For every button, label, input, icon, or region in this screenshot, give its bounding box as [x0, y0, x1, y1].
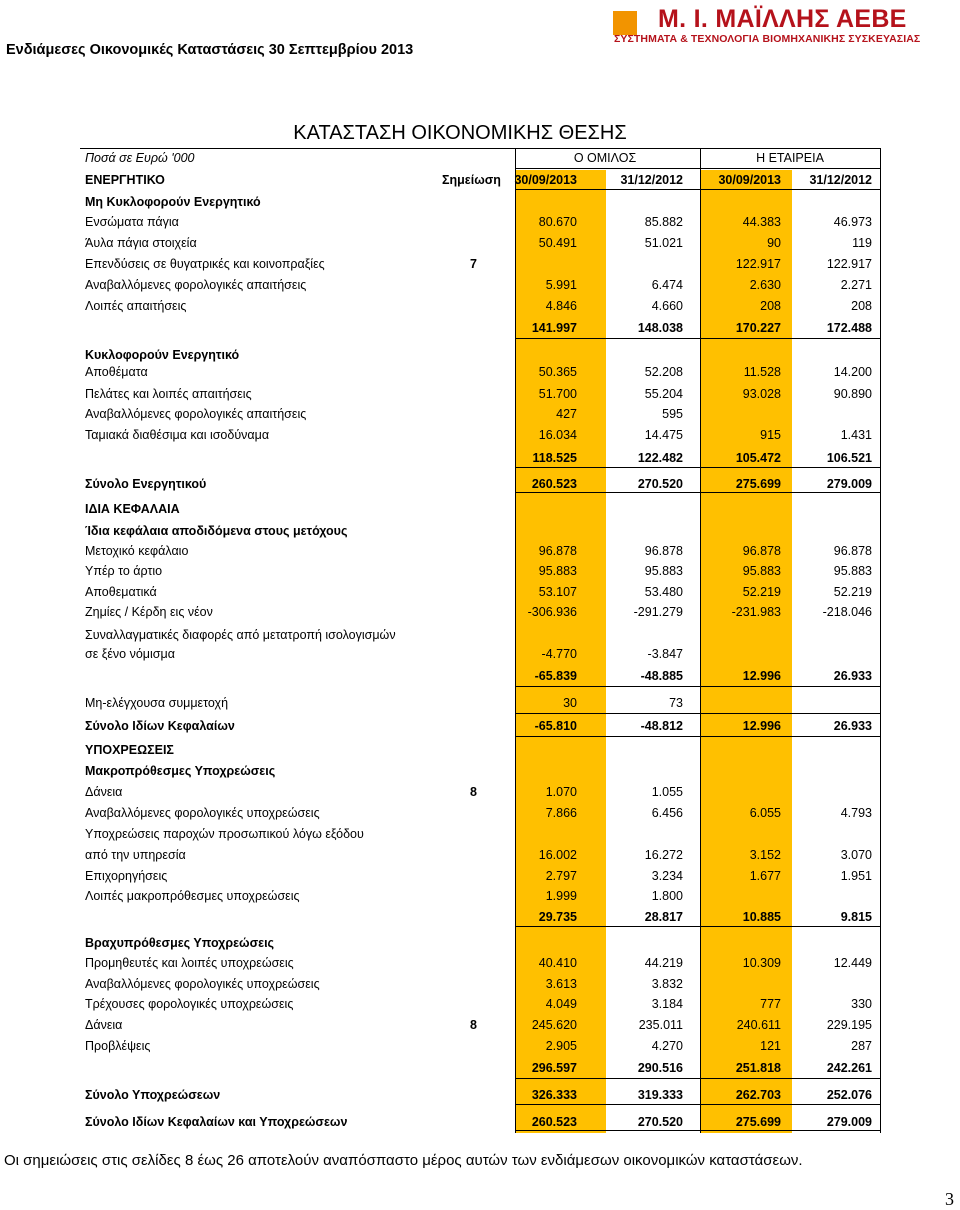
table-row [0, 448, 960, 468]
value-cell: 52.219 [833, 585, 872, 599]
row-label: Μη-ελέγχουσα συμμετοχή [85, 696, 229, 710]
value-cell: 28.817 [644, 910, 683, 924]
row-label: Προβλέψεις [85, 1039, 151, 1053]
value-cell: 96.878 [644, 544, 683, 558]
value-cell: 105.472 [735, 451, 781, 465]
row-separator [515, 1130, 881, 1131]
value-cell: 12.996 [742, 719, 781, 733]
note-reference: Σημείωση [442, 173, 501, 187]
table-row [0, 994, 960, 1014]
table-row [0, 1085, 960, 1105]
value-cell: 2.797 [545, 869, 577, 883]
value-cell: 95.883 [644, 564, 683, 578]
row-label: Ενσώματα πάγια [85, 215, 179, 229]
document-title: Ενδιάμεσες Οικονομικές Καταστάσεις 30 Σεπτεμβρίου 2013 [6, 42, 414, 58]
value-cell: 30 [563, 696, 577, 710]
value-cell: 4.846 [545, 299, 577, 313]
currency-note: Ποσά σε Ευρώ '000 [85, 151, 195, 165]
table-row [0, 602, 960, 622]
value-cell: -48.812 [640, 719, 683, 733]
value-cell: 260.523 [531, 1115, 577, 1129]
page-number: 3 [945, 1189, 954, 1209]
value-cell: 95.883 [538, 564, 577, 578]
row-label: Δάνεια [85, 785, 123, 799]
value-cell: -218.046 [822, 605, 872, 619]
value-cell: 275.699 [735, 1115, 781, 1129]
group-header: Ο ΟΜΙΛΟΣ [573, 151, 637, 165]
table-row [0, 275, 960, 295]
value-cell: 260.523 [531, 477, 577, 491]
table-row [0, 212, 960, 232]
value-cell: 427 [556, 407, 577, 421]
table-row [0, 425, 960, 445]
value-cell: 44.383 [742, 215, 781, 229]
value-cell: 10.309 [742, 956, 781, 970]
table-header-border [515, 168, 881, 169]
row-label: Κυκλοφορούν Ενεργητικό [85, 348, 240, 362]
table-row [0, 953, 960, 973]
value-cell: 2.905 [545, 1039, 577, 1053]
company-header: Η ΕΤΑΙΡΕΙΑ [756, 151, 824, 165]
row-label: Βραχυπρόθεσμες Υποχρεώσεις [85, 936, 275, 950]
value-cell: 96.878 [833, 544, 872, 558]
table-row [0, 499, 960, 519]
value-cell: 29.735 [538, 910, 577, 924]
value-cell: 1.800 [651, 889, 683, 903]
value-cell: 14.200 [833, 365, 872, 379]
value-cell: 118.525 [532, 451, 577, 465]
value-cell: -65.839 [534, 669, 577, 683]
row-label: Μετοχικό κεφάλαιο [85, 544, 189, 558]
table-row [0, 541, 960, 561]
row-label: Μη Κυκλοφορούν Ενεργητικό [85, 195, 261, 209]
value-cell: 296.597 [531, 1061, 577, 1075]
value-cell: 51.021 [644, 236, 683, 250]
table-row [0, 886, 960, 906]
value-cell: 1.999 [545, 889, 577, 903]
table-row [0, 824, 960, 844]
value-cell: -4.770 [541, 647, 577, 661]
row-separator [515, 189, 881, 190]
row-label: Μακροπρόθεσμες Υποχρεώσεις [85, 764, 276, 778]
row-separator [515, 1104, 881, 1105]
row-label: ΕΝΕΡΓΗΤΙΚΟ [85, 173, 165, 187]
value-cell: 3.070 [840, 848, 872, 862]
row-label: Επενδύσεις σε θυγατρικές και κοινοπραξίες [85, 257, 325, 271]
value-cell: 11.528 [743, 365, 781, 379]
value-cell: 73 [669, 696, 683, 710]
value-cell: 12.449 [833, 956, 872, 970]
row-separator [515, 736, 881, 737]
table-row [0, 1015, 960, 1035]
value-cell: 4.049 [545, 997, 577, 1011]
value-cell: 30/09/2013 [718, 173, 781, 187]
row-label: Δάνεια [85, 1018, 123, 1032]
value-cell: 172.488 [826, 321, 872, 335]
value-cell: 6.055 [749, 806, 781, 820]
value-cell: 16.272 [644, 848, 683, 862]
value-cell: 52.208 [644, 365, 683, 379]
table-row [0, 693, 960, 713]
value-cell: 3.832 [651, 977, 683, 991]
value-cell: 10.885 [742, 910, 781, 924]
value-cell: 4.793 [840, 806, 872, 820]
row-label: Προμηθευτές και λοιπές υποχρεώσεις [85, 956, 294, 970]
value-cell: 26.933 [833, 669, 872, 683]
value-cell: 31/12/2012 [620, 173, 683, 187]
value-cell: 252.076 [826, 1088, 872, 1102]
value-cell: 53.107 [538, 585, 577, 599]
row-label: Πελάτες και λοιπές απαιτήσεις [85, 387, 252, 401]
table-row [0, 933, 960, 953]
table-row [0, 866, 960, 886]
table-row [0, 561, 960, 581]
value-cell: 26.933 [833, 719, 872, 733]
value-cell: 3.152 [749, 848, 781, 862]
table-row [0, 404, 960, 424]
row-label: Ταμιακά διαθέσιμα και ισοδύναμα [85, 428, 270, 442]
value-cell: 122.917 [735, 257, 781, 271]
value-cell: 12.996 [742, 669, 781, 683]
row-label: Αναβαλλόμενες φορολογικές απαιτήσεις [85, 278, 307, 292]
value-cell: 122.482 [637, 451, 683, 465]
value-cell: 279.009 [826, 477, 872, 491]
value-cell: 595 [662, 407, 683, 421]
company-logo-tagline: ΣΥΣΤΗΜΑΤΑ & ΤΕΧΝΟΛΟΓΙΑ ΒΙΟΜΗΧΑΝΙΚΗΣ ΣΥΣΚΕΥΑΣΙΑΣ [614, 33, 921, 45]
value-cell: 1.055 [651, 785, 683, 799]
note-reference: 7 [470, 257, 477, 271]
value-cell: 915 [760, 428, 781, 442]
value-cell: 270.520 [637, 477, 683, 491]
value-cell: 235.011 [638, 1018, 683, 1032]
value-cell: 16.034 [538, 428, 577, 442]
note-reference: 8 [470, 785, 477, 799]
value-cell: 9.815 [840, 910, 872, 924]
value-cell: 326.333 [531, 1088, 577, 1102]
row-label: Λοιπές απαιτήσεις [85, 299, 187, 313]
value-cell: 55.204 [644, 387, 683, 401]
value-cell: 330 [851, 997, 872, 1011]
table-row [0, 192, 960, 212]
table-row [0, 384, 960, 404]
value-cell: 275.699 [735, 477, 781, 491]
value-cell: 1.070 [545, 785, 577, 799]
value-cell: 7.866 [545, 806, 577, 820]
value-cell: 80.670 [538, 215, 577, 229]
value-cell: 31/12/2012 [809, 173, 872, 187]
row-label: Σύνολο Ενεργητικού [85, 477, 207, 491]
table-row [0, 521, 960, 541]
row-separator [515, 1078, 881, 1079]
row-label: Επιχορηγήσεις [85, 869, 168, 883]
row-label: Ζημίες / Κέρδη εις νέον [85, 605, 213, 619]
value-cell: 50.491 [538, 236, 577, 250]
value-cell: 2.271 [840, 278, 872, 292]
table-row [0, 318, 960, 338]
value-cell: 50.365 [538, 365, 577, 379]
value-cell: 122.917 [826, 257, 872, 271]
value-cell: 262.703 [735, 1088, 781, 1102]
table-row [0, 474, 960, 494]
table-row [0, 761, 960, 781]
value-cell: 40.410 [538, 956, 577, 970]
table-row [0, 582, 960, 602]
value-cell: 141.997 [531, 321, 577, 335]
value-cell: -65.810 [534, 719, 577, 733]
value-cell: 96.878 [742, 544, 781, 558]
table-row [0, 740, 960, 760]
row-label: Αναβαλλόμενες φορολογικές απαιτήσεις [85, 407, 307, 421]
value-cell: 95.883 [833, 564, 872, 578]
row-label: ΙΔΙΑ ΚΕΦΑΛΑΙΑ [85, 502, 180, 516]
row-separator [515, 713, 881, 714]
value-cell: 279.009 [826, 1115, 872, 1129]
row-label: Υπέρ το άρτιο [85, 564, 163, 578]
row-label: από την υπηρεσία [85, 848, 186, 862]
value-cell: 170.227 [735, 321, 781, 335]
value-cell: 208 [760, 299, 781, 313]
value-cell: 106.521 [826, 451, 872, 465]
table-row [0, 782, 960, 802]
value-cell: 270.520 [637, 1115, 683, 1129]
value-cell: -306.936 [527, 605, 577, 619]
row-label: ΥΠΟΧΡΕΩΣΕΙΣ [85, 743, 174, 757]
value-cell: 1.431 [840, 428, 872, 442]
value-cell: 44.219 [644, 956, 683, 970]
value-cell: 53.480 [644, 585, 683, 599]
value-cell: 30/09/2013 [514, 173, 577, 187]
row-separator [515, 338, 881, 339]
value-cell: 240.611 [736, 1018, 781, 1032]
table-row [0, 907, 960, 927]
value-cell: 6.456 [651, 806, 683, 820]
row-label: Συναλλαγματικές διαφορές από μετατροπή ισολογισμών [85, 628, 396, 642]
value-cell: 245.620 [531, 1018, 577, 1032]
row-separator [515, 686, 881, 687]
table-row [0, 1058, 960, 1078]
value-cell: 242.261 [826, 1061, 872, 1075]
value-cell: 251.818 [735, 1061, 781, 1075]
row-label: σε ξένο νόμισμα [85, 647, 175, 661]
value-cell: 4.660 [651, 299, 683, 313]
value-cell: 52.219 [742, 585, 781, 599]
value-cell: 119 [852, 236, 872, 250]
row-separator [515, 492, 881, 493]
table-row [0, 716, 960, 736]
statement-title: ΚΑΤΑΣΤΑΣΗ ΟΙΚΟΝΟΜΙΚΗΣ ΘΕΣΗΣ [293, 122, 627, 144]
value-cell: 90.890 [833, 387, 872, 401]
logo-square-icon [613, 11, 637, 35]
value-cell: 148.038 [637, 321, 683, 335]
row-label: Σύνολο Ιδίων Κεφαλαίων και Υποχρεώσεων [85, 1115, 348, 1129]
value-cell: 208 [851, 299, 872, 313]
table-row [0, 644, 960, 664]
table-row [0, 296, 960, 316]
value-cell: 46.973 [833, 215, 872, 229]
value-cell: 3.184 [651, 997, 683, 1011]
value-cell: -3.847 [647, 647, 683, 661]
value-cell: 51.700 [538, 387, 577, 401]
value-cell: 3.613 [545, 977, 577, 991]
row-label: Αποθεματικά [85, 585, 157, 599]
value-cell: 319.333 [637, 1088, 683, 1102]
value-cell: 2.630 [749, 278, 781, 292]
row-label: Αποθέματα [85, 365, 148, 379]
value-cell: 229.195 [826, 1018, 872, 1032]
table-row [0, 1112, 960, 1132]
currency-row [0, 148, 960, 168]
value-cell: 90 [767, 236, 781, 250]
note-reference: 8 [470, 1018, 477, 1032]
value-cell: 95.883 [742, 564, 781, 578]
row-label: Αναβαλλόμενες φορολογικές υποχρεώσεις [85, 977, 320, 991]
row-separator [515, 467, 881, 468]
value-cell: -48.885 [640, 669, 683, 683]
value-cell: 96.878 [538, 544, 577, 558]
value-cell: 93.028 [742, 387, 781, 401]
value-cell: -291.279 [633, 605, 683, 619]
row-label: Άυλα πάγια στοιχεία [85, 236, 197, 250]
table-row [0, 362, 960, 382]
value-cell: 4.270 [651, 1039, 683, 1053]
table-row [0, 845, 960, 865]
row-label: Αναβαλλόμενες φορολογικές υποχρεώσεις [85, 806, 320, 820]
value-cell: 290.516 [637, 1061, 683, 1075]
row-label: Υποχρεώσεις παροχών προσωπικού λόγω εξόδου [85, 827, 364, 841]
table-row [0, 1036, 960, 1056]
table-row [0, 625, 960, 645]
value-cell: 1.677 [749, 869, 781, 883]
value-cell: 777 [760, 997, 781, 1011]
row-label: Ίδια κεφάλαια αποδιδόμενα στους μετόχους [85, 524, 348, 538]
table-row [0, 254, 960, 274]
value-cell: 121 [760, 1039, 781, 1053]
footer-note: Οι σημειώσεις στις σελίδες 8 έως 26 αποτελούν αναπόσπαστο μέρος αυτών των ενδιάμεσων οικονομικών καταστάσεων. [4, 1152, 803, 1169]
row-separator [515, 926, 881, 927]
row-label: Λοιπές μακροπρόθεσμες υποχρεώσεις [85, 889, 300, 903]
row-label: Σύνολο Υποχρεώσεων [85, 1088, 221, 1102]
company-logo-name: Μ. Ι. ΜΑΪΛΛΗΣ ΑΕΒΕ [658, 5, 907, 33]
table-row [0, 233, 960, 253]
value-cell: 16.002 [538, 848, 577, 862]
table-row [0, 666, 960, 686]
row-label: Τρέχουσες φορολογικές υποχρεώσεις [85, 997, 294, 1011]
table-row [0, 974, 960, 994]
table-row [0, 170, 960, 190]
value-cell: 5.991 [545, 278, 577, 292]
value-cell: -231.983 [731, 605, 781, 619]
value-cell: 1.951 [840, 869, 872, 883]
value-cell: 85.882 [644, 215, 683, 229]
value-cell: 287 [851, 1039, 872, 1053]
value-cell: 14.475 [644, 428, 683, 442]
value-cell: 6.474 [651, 278, 683, 292]
table-row [0, 803, 960, 823]
row-label: Σύνολο Ιδίων Κεφαλαίων [85, 719, 235, 733]
value-cell: 3.234 [651, 869, 683, 883]
